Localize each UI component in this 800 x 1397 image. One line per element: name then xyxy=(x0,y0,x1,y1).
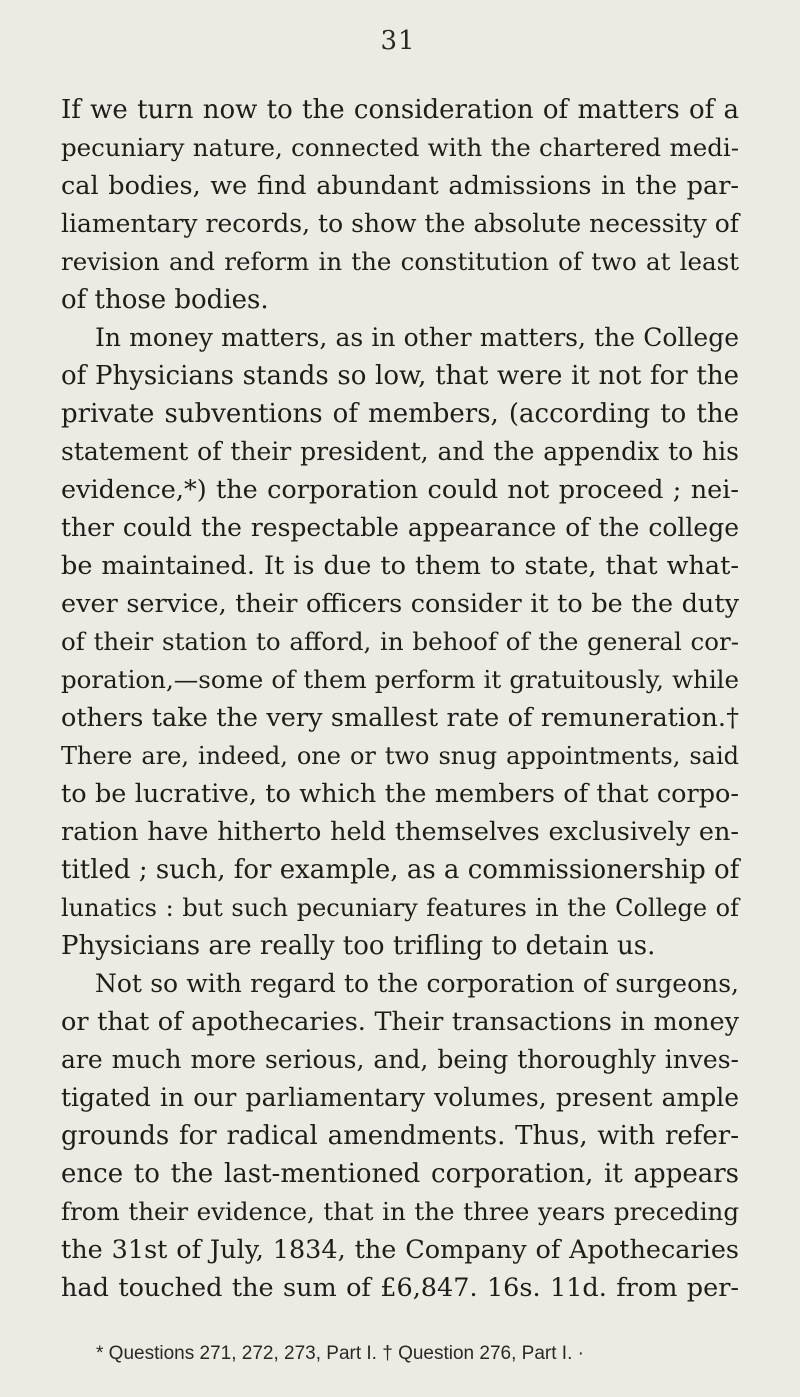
text-line: Not so with regard to the corporation of surgeons, xyxy=(95,969,739,998)
text-line: private subventions of members, (according to the xyxy=(61,399,739,429)
text-line: grounds for radical amendments. Thus, with refer- xyxy=(61,1121,739,1151)
text-line: ence to the last-mentioned corporation, it appears xyxy=(61,1159,739,1189)
text-line: revision and reform in the constitution of two at least xyxy=(61,247,739,276)
text-line: of those bodies. xyxy=(61,285,269,315)
text-line: pecuniary nature, connected with the chartered medi- xyxy=(61,133,739,162)
text-line: There are, indeed, one or two snug appointments, said xyxy=(61,742,739,770)
text-line: titled ; such, for example, as a commissionership of xyxy=(61,855,740,885)
footnote: * Questions 271, 272, 273, Part I. † Question 276, Part I. · xyxy=(96,1343,584,1364)
text-line: be maintained. It is due to them to state, that what- xyxy=(61,551,739,581)
text-line: had touched the sum of £6,847. 16s. 11d. from per- xyxy=(61,1273,739,1303)
page-number: 31 xyxy=(380,26,416,56)
text-line: ther could the respectable appearance of the college xyxy=(61,513,739,542)
text-line: If we turn now to the consideration of matters of a xyxy=(61,95,739,125)
text-line: others take the very smallest rate of remuneration.† xyxy=(61,703,739,733)
text-line: tigated in our parliamentary volumes, present ample xyxy=(61,1083,739,1112)
text-line: cal bodies, we find abundant admissions in the par- xyxy=(61,171,739,201)
text-line: ration have hitherto held themselves exclusively en- xyxy=(61,817,739,847)
text-line: of Physicians stands so low, that were it not for the xyxy=(61,361,739,391)
text-line: evidence,*) the corporation could not proceed ; nei- xyxy=(61,475,739,505)
text-line: ever service, their officers consider it to be the duty xyxy=(61,589,739,619)
text-line: to be lucrative, to which the members of that corpo- xyxy=(61,779,739,809)
text-line: poration,—some of them perform it gratuitously, while xyxy=(61,665,739,694)
text-line: or that of apothecaries. Their transactions in money xyxy=(61,1007,739,1037)
text-line: the 31st of July, 1834, the Company of Apothecaries xyxy=(61,1235,739,1265)
text-line: from their evidence, that in the three years preceding xyxy=(61,1197,739,1226)
text-line: In money matters, as in other matters, the College xyxy=(95,323,739,352)
text-line: lunatics : but such pecuniary features in the College of xyxy=(61,894,739,922)
text-line: are much more serious, and, being thoroughly inves- xyxy=(61,1045,739,1074)
text-line: liamentary records, to show the absolute necessity of xyxy=(61,209,739,238)
text-line: statement of their president, and the appendix to his xyxy=(61,437,739,466)
text-line: Physicians are really too trifling to detain us. xyxy=(61,931,656,961)
text-line: of their station to afford, in behoof of the general cor- xyxy=(61,627,739,656)
